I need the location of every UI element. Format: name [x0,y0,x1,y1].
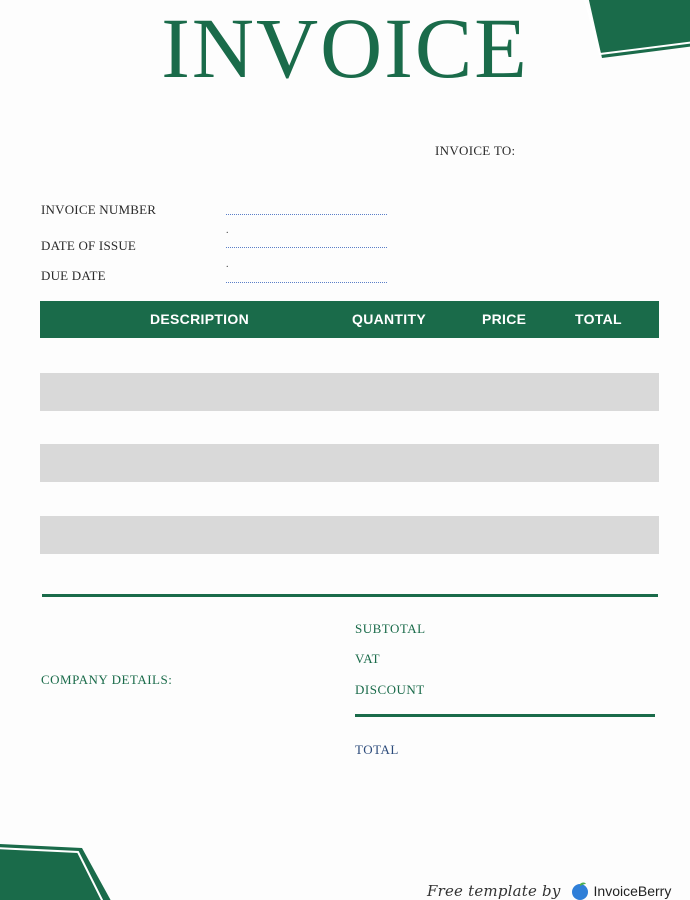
due-date-field-line[interactable] [226,281,387,283]
column-header-price: PRICE [482,311,527,327]
separator-dot: . [226,225,229,236]
table-row[interactable] [40,444,659,482]
column-header-total: TOTAL [575,311,622,327]
brand-name: InvoiceBerry [593,883,672,899]
date-of-issue-field-line[interactable] [226,246,387,248]
invoiceberry-logo-icon [571,882,589,900]
separator-dot: . [226,259,229,270]
invoice-title: INVOICE [161,0,529,96]
invoice-to-label: INVOICE TO: [435,143,516,158]
subtotal-label: SUBTOTAL [355,621,426,636]
table-row[interactable] [40,481,659,519]
company-details-label: COMPANY DETAILS: [41,672,173,687]
column-header-description: DESCRIPTION [150,311,249,327]
table-row[interactable] [40,553,659,591]
vat-label: VAT [355,651,381,666]
column-header-quantity: QUANTITY [352,311,426,327]
items-table-header [40,301,659,338]
date-of-issue-label: DATE OF ISSUE [41,238,137,253]
discount-label: DISCOUNT [355,682,425,697]
corner-hexagon-decoration-bottom [0,838,115,900]
total-label: TOTAL [355,742,399,757]
table-row[interactable] [40,338,659,376]
summary-divider [355,714,655,717]
invoice-number-field-line[interactable] [226,213,387,215]
table-row[interactable] [40,409,659,447]
table-bottom-divider [42,594,658,597]
free-template-text: Free template by [427,882,561,900]
table-row[interactable] [40,516,659,554]
table-row[interactable] [40,373,659,411]
due-date-label: DUE DATE [41,268,106,283]
footer-credit[interactable] [427,880,671,900]
invoice-number-label: INVOICE NUMBER [41,202,157,217]
